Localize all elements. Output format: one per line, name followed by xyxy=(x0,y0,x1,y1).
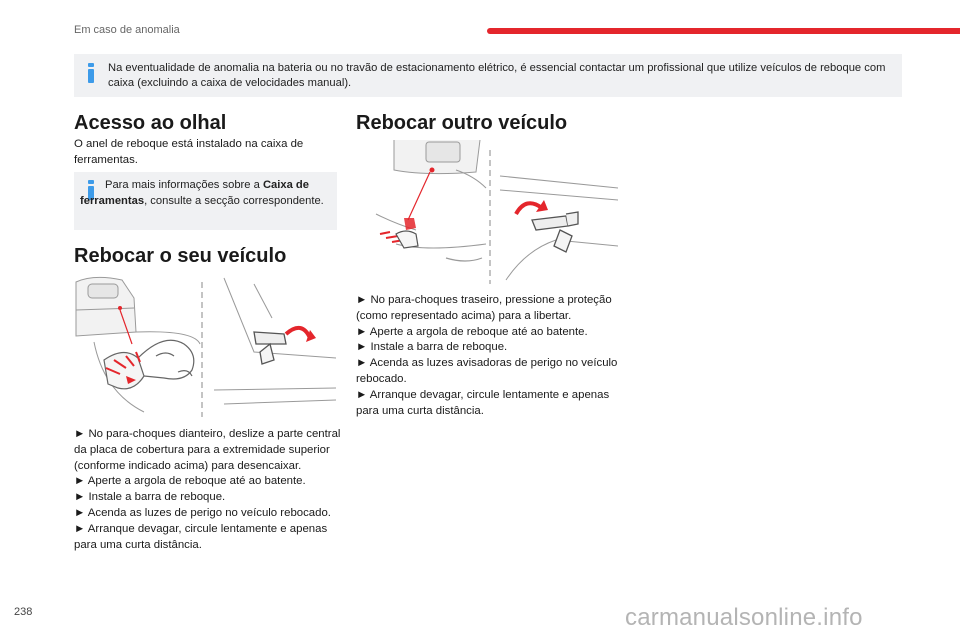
front-towing-illustration xyxy=(74,272,336,420)
section-title-rebocar-seu: Rebocar o seu veículo xyxy=(74,245,287,267)
section-title-acesso: Acesso ao olhal xyxy=(74,112,227,134)
top-info-text: Na eventualidade de anomalia na bateria ou no travão de estacionamento elétrico, é essencial contactar um profissional que utilize veículos de reboque com caixa (excluindo a caixa de velocidades manual). xyxy=(108,62,886,89)
rear-towing-illustration xyxy=(356,140,618,286)
page-number: 238 xyxy=(14,606,33,618)
acesso-body: O anel de reboque está instalado na caixa de ferramentas. xyxy=(74,138,304,166)
step-item: ► Instale a barra de reboque. xyxy=(74,491,226,504)
step-item: ► Arranque devagar, circule lentamente e apenas para uma curta distância. xyxy=(356,388,610,417)
top-info-notice xyxy=(74,54,902,97)
toolbox-link-text: Caixa de ferramentas xyxy=(80,179,309,207)
rebocar-seu-steps xyxy=(74,427,349,553)
step-item: ► Aperte a argola de reboque até ao batente. xyxy=(356,325,588,338)
step-item: ► No para-choques traseiro, pressione a proteção (como representado acima) para a libertar. xyxy=(356,294,612,322)
rear-bumper-diagram xyxy=(356,140,618,286)
step-item: ► Acenda as luzes de perigo no veículo rebocado. xyxy=(74,506,331,519)
toolbox-info-notice xyxy=(74,172,337,230)
rebocar-outro-steps xyxy=(356,293,618,419)
step-item: ► Acenda as luzes avisadoras de perigo no veículo rebocado. xyxy=(356,357,618,385)
step-item: ► No para-choques dianteiro, deslize a parte central da placa de cobertura para a extremidade superior (conforme indicado acima) para desencaixar. xyxy=(74,428,341,472)
step-item: ► Arranque devagar, circule lentamente e apenas para uma curta distância. xyxy=(74,522,328,551)
chapter-title: Em caso de anomalia xyxy=(74,24,180,36)
watermark: carmanualsonline.info xyxy=(625,604,863,631)
chapter-accent-bar xyxy=(487,28,960,34)
front-bumper-diagram xyxy=(74,272,336,420)
toolbox-info-text: Para mais informações sobre a Caixa de ferramentas, consulte a secção correspondente. xyxy=(80,179,324,207)
section-title-rebocar-outro: Rebocar outro veículo xyxy=(356,112,568,134)
step-item: ► Instale a barra de reboque. xyxy=(356,341,508,354)
step-item: ► Aperte a argola de reboque até ao batente. xyxy=(74,475,306,488)
